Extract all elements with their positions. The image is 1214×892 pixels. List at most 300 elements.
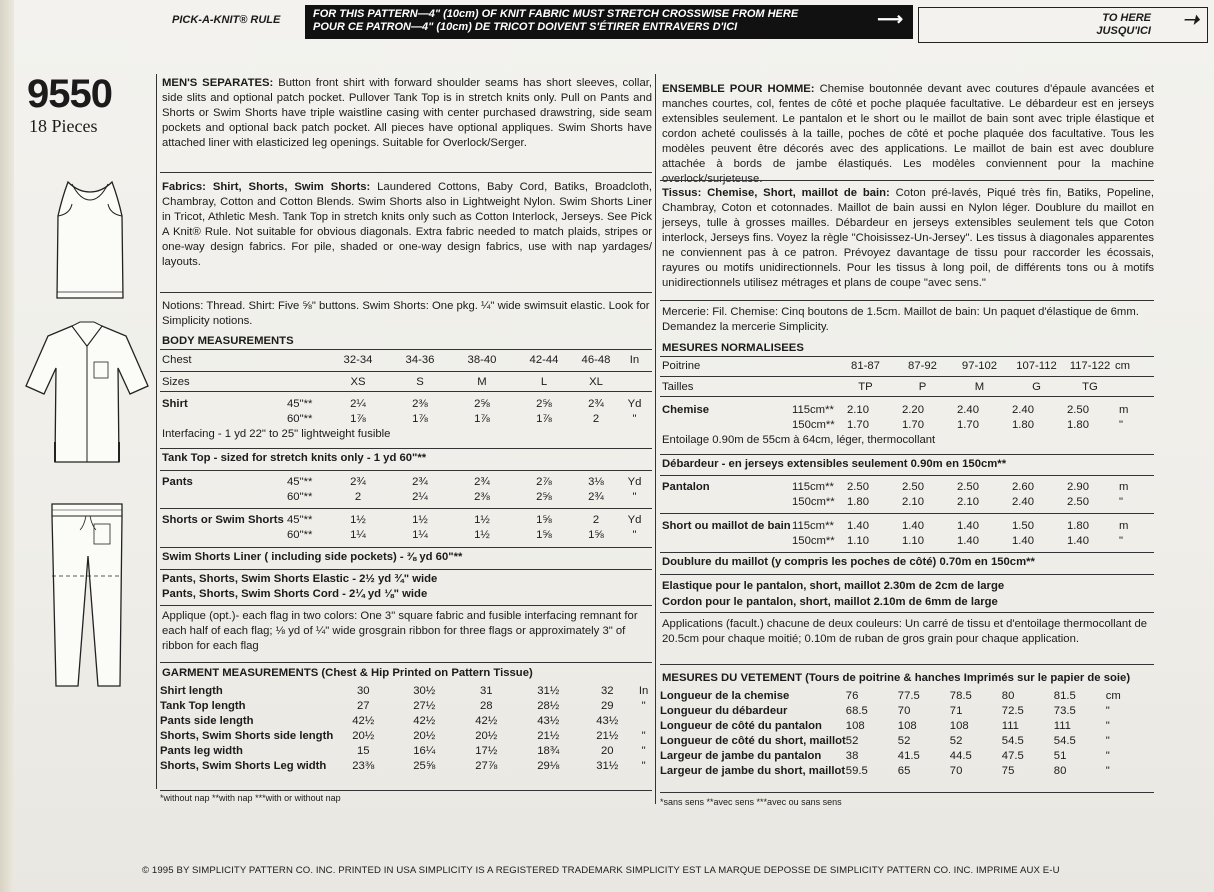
cell: " xyxy=(641,699,646,712)
cell: 76 xyxy=(845,689,859,702)
table-row xyxy=(160,743,652,758)
intro-title: ENSEMBLE POUR HOMME: xyxy=(662,83,815,95)
cell: 2¼ xyxy=(412,490,428,503)
cell: 2.50 xyxy=(1067,403,1089,416)
cell: 30½ xyxy=(413,684,436,697)
cell: 52 xyxy=(897,734,911,747)
cell: 32-34 xyxy=(343,353,373,366)
table-row xyxy=(662,402,1154,417)
cell: 52 xyxy=(949,734,963,747)
divider xyxy=(660,180,1154,181)
left-rule xyxy=(156,74,157,789)
english-pants-yardage xyxy=(162,474,652,504)
cell: 2¼ xyxy=(350,397,366,410)
cell: 1.40 xyxy=(902,519,924,532)
table-row xyxy=(160,683,652,698)
cell: 3⅛ xyxy=(588,475,604,488)
cell: 30 xyxy=(356,684,370,697)
body-measurements-title: BODY MEASUREMENTS xyxy=(162,335,294,347)
chest-label: Poitrine xyxy=(662,359,701,372)
measurement-label: Shirt length xyxy=(160,684,223,697)
cell: 111 xyxy=(1001,719,1019,732)
width: 150cm** xyxy=(792,495,835,508)
cell: 75 xyxy=(1001,764,1015,777)
cell: 31 xyxy=(479,684,493,697)
divider xyxy=(660,454,1154,455)
cell: 2.40 xyxy=(1012,403,1034,416)
banner-french: POUR CE PATRON—4" (10cm) DE TRICOT DOIVENT S'ÉTIRER ENTRAVERS D'ICI xyxy=(313,21,738,33)
cell: " xyxy=(632,490,637,503)
cell: " xyxy=(641,759,646,772)
cell: 2.50 xyxy=(847,480,869,493)
measurement-label: Shorts, Swim Shorts side length xyxy=(160,729,334,742)
cell: 28½ xyxy=(537,699,560,712)
cell: 17½ xyxy=(475,744,498,757)
measurement-label: Longueur de côté du pantalon xyxy=(660,719,822,732)
table-row xyxy=(160,758,652,773)
copyright-footer: © 1995 BY SIMPLICITY PATTERN CO. INC. PRINTED IN USA SIMPLICITY IS A REGISTERED TRADEMARK SIMPLICITY EST LA MARQUE DEPOSSE DE SIMPLICITY PATTERN CO. INC. IMPRIME AUX E-U xyxy=(142,865,1060,876)
cell: 27⅞ xyxy=(475,759,498,772)
cell: 27½ xyxy=(413,699,436,712)
cell: " xyxy=(641,744,646,757)
cell: 68.5 xyxy=(845,704,868,717)
cord-line: Cordon pour le pantalon, short, maillot 2.10m de 6mm de large xyxy=(662,596,998,608)
divider xyxy=(660,513,1154,514)
cell: 2.40 xyxy=(957,403,979,416)
cell: 2 xyxy=(592,412,600,425)
divider xyxy=(660,792,1154,793)
cell: G xyxy=(1032,380,1041,393)
cell: 87-92 xyxy=(908,359,937,372)
cell: 2.90 xyxy=(1067,480,1089,493)
intro-title: MEN'S SEPARATES: xyxy=(162,77,274,89)
cell: 1½ xyxy=(350,513,366,526)
tank-top-sketch xyxy=(50,178,130,302)
interfacing-line: Entoilage 0.90m de 55cm à 64cm, léger, thermocollant xyxy=(662,433,936,446)
cell: 20 xyxy=(600,744,614,757)
cell: 43½ xyxy=(596,714,619,727)
table-row xyxy=(160,713,652,728)
shirt-label: Chemise xyxy=(662,403,710,416)
cell: 18¾ xyxy=(537,744,560,757)
cell: 29 xyxy=(600,699,614,712)
cell: " xyxy=(641,729,646,742)
intro-text: Chemise boutonnée devant avec coutures d'épaule avancées et manches courtes, col, fentes de côté et poche plaquée facultative. Le débardeur est en jerseys extensibles seulement. Le pantalon et le short ou le maillot de bain sont avec triple élastique et cordon acheté coulissés à la taille, poches de côté et poche plaquée dos facultative. Tous les modèles peuvent être décorés avec des applications. Le maillot de bain est avec doublure attachée à bords de jambe élastiqués. Les modèles conviennent pour la machine overlock/surjeteuse. xyxy=(662,83,1154,185)
cell: 2⅝ xyxy=(536,490,552,503)
cell: XS xyxy=(350,375,366,388)
fabrics-text: Laundered Cottons, Baby Cord, Batiks, Broadcloth, Chambray, Cotton and Cotton Blends. Swim Shorts also in Lightweight Nylon. Swim Shorts Liner in Tricot, Athletic Mesh. Tank Top in stretch knits only such as Cotton Interlock, Jerseys. See Pick A Knit® Rule. Not suitable for obvious diagonals. Extra fabric needed to match plaids, stripes or one-way design fabrics. For pile, shaded or one-way design fabrics, use with nap yardages/ layouts. xyxy=(162,181,652,268)
cell: 1⅞ xyxy=(350,412,366,425)
divider xyxy=(160,292,652,293)
cell: 70 xyxy=(897,704,911,717)
width: 150cm** xyxy=(792,418,835,431)
pants-sketch xyxy=(46,496,128,691)
cell: 43½ xyxy=(537,714,560,727)
sizes-label: Tailles xyxy=(662,380,694,393)
tank-line: Tank Top - sized for stretch knits only - 1 yd 60"** xyxy=(162,452,427,464)
cell: 1.70 xyxy=(957,418,979,431)
piece-count: 18 Pieces xyxy=(29,116,98,136)
cell: 54.5 xyxy=(1053,734,1076,747)
table-row xyxy=(162,352,652,367)
cell: 15 xyxy=(356,744,370,757)
cell: 2¾ xyxy=(412,475,428,488)
cell: 21½ xyxy=(596,729,619,742)
table-row xyxy=(160,728,652,743)
table-row xyxy=(662,518,1154,533)
table-row xyxy=(660,703,1154,718)
cell: 1.40 xyxy=(847,519,869,532)
cell: 23⅜ xyxy=(352,759,375,772)
to-here-box xyxy=(918,7,1208,43)
divider xyxy=(160,605,652,606)
cell: 80 xyxy=(1053,764,1067,777)
garment-title: GARMENT MEASUREMENTS (Chest & Hip Printed on Pattern Tissue) xyxy=(162,667,533,679)
table-row xyxy=(662,379,1154,394)
cell: 42½ xyxy=(352,714,375,727)
cord-line: Pants, Shorts, Swim Shorts Cord - 2¼ yd ⅛" wide xyxy=(162,588,428,600)
measurement-label: Pants leg width xyxy=(160,744,243,757)
sizes-label: Sizes xyxy=(162,375,190,388)
table-row xyxy=(662,494,1154,509)
table-row xyxy=(160,698,652,713)
table-row xyxy=(162,426,652,441)
cell: 2.20 xyxy=(902,403,924,416)
cell: 42-44 xyxy=(529,353,559,366)
divider xyxy=(660,396,1154,397)
cell: 1.40 xyxy=(957,519,979,532)
to-here-french: JUSQU'ICI xyxy=(1096,25,1151,37)
cell: Yd xyxy=(627,475,642,488)
measurement-label: Longueur de côté du short, maillot xyxy=(660,734,846,747)
measurement-label: Largeur de jambe du pantalon xyxy=(660,749,822,762)
cell: " xyxy=(1105,719,1110,732)
cell: 1¼ xyxy=(412,528,428,541)
table-row xyxy=(162,489,652,504)
arrow-right-icon: ➝ xyxy=(1182,9,1199,31)
cell: S xyxy=(416,375,424,388)
measurement-label: Pants side length xyxy=(160,714,254,727)
width: 60"** xyxy=(287,490,313,503)
french-footnote: *sans sens **avec sens ***avec ou sans sens xyxy=(660,797,842,807)
table-row xyxy=(660,718,1154,733)
divider xyxy=(160,349,652,350)
table-row xyxy=(662,358,1154,373)
cell: 2⅝ xyxy=(536,397,552,410)
banner-english: FOR THIS PATTERN—4" (10cm) OF KNIT FABRIC MUST STRETCH CROSSWISE FROM HERE xyxy=(313,8,799,20)
cell: 1.10 xyxy=(902,534,924,547)
french-pants-yardage xyxy=(662,479,1154,509)
cell: 1.80 xyxy=(1067,418,1089,431)
cell: " xyxy=(632,528,637,541)
cell: 2 xyxy=(592,513,600,526)
cell: 2.50 xyxy=(902,480,924,493)
cell: 81.5 xyxy=(1053,689,1076,702)
cell: 1⅝ xyxy=(588,528,604,541)
cell xyxy=(635,713,652,728)
cell: 54.5 xyxy=(1001,734,1024,747)
table-row xyxy=(162,512,652,527)
applique-text: Applique (opt.)- each flag in two colors: One 3" square fabric and fusible interfacing remnant for each half of each flag; ⅛ yd of ¼" wide grosgrain ribbon for three flags or approximately 3" of ribbon for each flag xyxy=(162,610,638,652)
divider xyxy=(660,552,1154,553)
divider xyxy=(160,569,652,570)
applique-text: Applications (facult.) chacune de deux couleurs: Un carré de tissu et d'entoilage thermocollant de 20.5cm pour chaque moitié; 0.10m de ruban de gros grain pour chaque application. xyxy=(662,618,1148,645)
french-sizes-table xyxy=(662,358,1154,373)
cell: 2.50 xyxy=(957,480,979,493)
shirt-sketch xyxy=(22,318,150,468)
french-shorts-yardage xyxy=(662,518,1154,548)
cell: " xyxy=(1105,749,1110,762)
cell: 1.40 xyxy=(1067,534,1089,547)
cell: 52 xyxy=(845,734,859,747)
cell: 31½ xyxy=(596,759,619,772)
cell: 1½ xyxy=(474,528,490,541)
cell: m xyxy=(1119,403,1129,416)
divider xyxy=(660,376,1154,377)
cell: 2.10 xyxy=(957,495,979,508)
french-garment-table xyxy=(660,688,1154,778)
cell: 72.5 xyxy=(1001,704,1024,717)
cell: P xyxy=(918,380,927,393)
english-fabrics xyxy=(162,180,652,270)
cell: 78.5 xyxy=(949,689,972,702)
french-sizes-row xyxy=(662,379,1154,394)
cell: 2¾ xyxy=(350,475,366,488)
shorts-label: Shorts or Swim Shorts xyxy=(162,513,284,526)
divider xyxy=(160,371,652,372)
cell: 1.10 xyxy=(847,534,869,547)
cell: 1.40 xyxy=(1012,534,1034,547)
table-row xyxy=(660,748,1154,763)
liner-line: Doublure du maillot (y compris les poches de côté) 0.70m en 150cm** xyxy=(662,556,1035,568)
divider xyxy=(160,448,652,449)
french-notions: Mercerie: Fil. Chemise: Cinq boutons de 1.5cm. Maillot de bain: Un paquet d'élastique de 6mm. Demandez la mercerie Simplicity. xyxy=(662,306,1139,333)
table-row xyxy=(162,527,652,542)
table-row xyxy=(162,474,652,489)
pattern-number: 9550 xyxy=(27,72,112,116)
cell: 1⅝ xyxy=(536,528,552,541)
table-row xyxy=(662,432,1154,447)
liner-line: Swim Shorts Liner ( including side pockets) - ⅜ yd 60"** xyxy=(162,551,463,563)
cell: " xyxy=(1105,764,1110,777)
pants-label: Pants xyxy=(162,475,193,488)
width: 60"** xyxy=(287,528,313,541)
width: 115cm** xyxy=(792,480,834,493)
cell: 44.5 xyxy=(949,749,972,762)
cell: Yd xyxy=(627,397,642,410)
cell: 2⅜ xyxy=(412,397,428,410)
cell: M xyxy=(974,380,985,393)
cell: 1.80 xyxy=(1012,418,1034,431)
french-shirt-yardage xyxy=(662,402,1154,447)
english-sizes-row xyxy=(162,374,652,389)
tank-line: Débardeur - en jerseys extensibles seulement 0.90m en 150cm** xyxy=(662,458,1007,470)
divider xyxy=(160,508,652,509)
cell: 31½ xyxy=(537,684,560,697)
english-footnote: *without nap **with nap ***with or without nap xyxy=(160,793,341,803)
cell: 32 xyxy=(600,684,614,697)
cell: 2¾ xyxy=(588,397,604,410)
cell: 16¼ xyxy=(413,744,436,757)
cell: 1.70 xyxy=(902,418,924,431)
table-row xyxy=(662,479,1154,494)
shorts-label: Short ou maillot de bain xyxy=(662,519,791,532)
divider xyxy=(160,172,652,173)
cell: 65 xyxy=(897,764,911,777)
pick-a-knit-label: PICK-A-KNIT® RULE xyxy=(172,14,281,26)
english-shorts-yardage xyxy=(162,512,652,542)
cell: 1½ xyxy=(412,513,428,526)
width: 115cm** xyxy=(792,519,834,532)
cell: 1⅝ xyxy=(536,513,552,526)
divider xyxy=(660,475,1154,476)
cell: 1.40 xyxy=(957,534,979,547)
cell: 1½ xyxy=(474,513,490,526)
cell: 2¾ xyxy=(474,475,490,488)
cell: 2.10 xyxy=(902,495,924,508)
cell: TP xyxy=(858,380,873,393)
table-row xyxy=(662,533,1154,548)
cell: 21½ xyxy=(537,729,560,742)
table-row xyxy=(662,417,1154,432)
divider xyxy=(660,574,1154,575)
measurement-label: Longueur de la chemise xyxy=(660,689,790,702)
cell: 2¾ xyxy=(588,490,604,503)
cell: 117-122 xyxy=(1069,359,1111,372)
cell: 38-40 xyxy=(467,353,497,366)
shirt-label: Shirt xyxy=(162,397,188,410)
divider xyxy=(660,300,1154,301)
cell: 59.5 xyxy=(845,764,868,777)
cell: 1.80 xyxy=(847,495,869,508)
intro-text: Button front shirt with forward shoulder seams has short sleeves, collar, side slits and optional patch pocket. Pullover Tank Top is in stretch knits only. Pull on Pants and Shorts or Swim Shorts have triple waistline casing with center purchased drawstring, side seam pockets and optional back patch pocket. All pieces have optional appliques. Swim Shorts have attached liner with elasticized leg openings. Suitable for Overlock/Serger. xyxy=(162,77,653,149)
fabrics-text: Coton pré-lavés, Piqué très fin, Batiks, Popeline, Chambray, Coton et cotonnades. Maillot de bain aussi en Nylon léger. Doublure du maillot en jerseys, tulle à grosses mailles. Débardeur en jerseys extensibles seulement tels que Coton interlock, Jerseys fins. Voyez la règle "Choisissez-Un-Jersey". Les tissus à diagonales apparentes ne conviennent pas à ce patron. Prévoyez davantage de tissu pour raccorder les écossais, rayures ou motifs unidirectionnels. Pour les tissus à long poil, de différents tons ou à motifs unidirectionnels utilisez métrages et plans de coupe "avec sens." xyxy=(662,187,1154,289)
french-intro xyxy=(662,82,1154,187)
width: 45"** xyxy=(287,475,313,488)
cell: 71 xyxy=(949,704,963,717)
paper-edge xyxy=(0,0,14,892)
divider xyxy=(160,547,652,548)
cell: " xyxy=(1105,704,1110,717)
width: 115cm** xyxy=(792,403,834,416)
english-garment-table xyxy=(160,683,652,773)
divider xyxy=(160,470,652,471)
table-row xyxy=(162,396,652,411)
cell: 1.70 xyxy=(847,418,869,431)
cell: 97-102 xyxy=(961,359,998,372)
cell: TG xyxy=(1082,380,1098,393)
cell: 111 xyxy=(1053,719,1071,732)
cell: cm xyxy=(1115,359,1131,372)
cell: 107-112 xyxy=(1016,359,1057,372)
cell: m xyxy=(1119,519,1129,532)
to-here-english: TO HERE xyxy=(1102,12,1151,24)
cell: 41.5 xyxy=(897,749,920,762)
cell: " xyxy=(1119,534,1124,547)
cell: " xyxy=(1119,418,1124,431)
arrow-right-icon: ⟶ xyxy=(877,9,903,29)
width: 60"** xyxy=(287,412,313,425)
width: 150cm** xyxy=(792,534,835,547)
divider xyxy=(160,790,652,791)
cell: 42½ xyxy=(413,714,436,727)
english-notions: Notions: Thread. Shirt: Five ⅝" buttons. Swim Shorts: One pkg. ¼" wide swimsuit elastic. Look for Simplicity notions. xyxy=(162,300,650,327)
cell: 25⅝ xyxy=(413,759,436,772)
table-row xyxy=(162,411,652,426)
english-intro xyxy=(162,76,652,151)
garment-title: MESURES DU VETEMENT (Tours de poitrine & hanches Imprimés sur le papier de soie) xyxy=(662,672,1131,684)
cell: In xyxy=(638,684,649,697)
cell: 1.80 xyxy=(1067,519,1089,532)
cell: 38 xyxy=(845,749,859,762)
chest-label: Chest xyxy=(162,353,192,366)
elastic-line: Pants, Shorts, Swim Shorts Elastic - 2½ yd ¾" wide xyxy=(162,573,438,585)
width: 45"** xyxy=(287,397,313,410)
cell: 81-87 xyxy=(851,359,880,372)
interfacing-line: Interfacing - 1 yd 22" to 25" lightweight fusible xyxy=(162,427,391,440)
cell: M xyxy=(477,375,487,388)
cell: 73.5 xyxy=(1053,704,1076,717)
center-rule xyxy=(655,74,656,804)
cell: 2.60 xyxy=(1012,480,1034,493)
cell: " xyxy=(1105,734,1110,747)
divider xyxy=(160,662,652,663)
cell: 2 xyxy=(354,490,362,503)
cell: 108 xyxy=(897,719,917,732)
cell: 20½ xyxy=(352,729,375,742)
cell: 1⅞ xyxy=(536,412,552,425)
cell: 108 xyxy=(949,719,969,732)
cell: 108 xyxy=(845,719,865,732)
cell: 42½ xyxy=(475,714,498,727)
measurement-label: Largeur de jambe du short, maillot xyxy=(660,764,846,777)
divider xyxy=(160,391,652,392)
divider xyxy=(660,664,1154,665)
measurement-label: Shorts, Swim Shorts Leg width xyxy=(160,759,327,772)
cell: L xyxy=(540,375,548,388)
cell: 1⅞ xyxy=(474,412,490,425)
cell: m xyxy=(1119,480,1129,493)
measurement-label: Tank Top length xyxy=(160,699,246,712)
cell: 1¼ xyxy=(350,528,366,541)
cell: 27 xyxy=(356,699,370,712)
cell: 34-36 xyxy=(405,353,435,366)
pants-label: Pantalon xyxy=(662,480,710,493)
fabrics-title: Tissus: Chemise, Short, maillot de bain: xyxy=(662,187,890,199)
english-sizes-table xyxy=(162,352,652,367)
cell: 20½ xyxy=(413,729,436,742)
cell: 70 xyxy=(949,764,963,777)
cell: 46-48 xyxy=(581,353,611,366)
divider xyxy=(660,356,1154,357)
cell: 2.10 xyxy=(847,403,869,416)
english-shirt-yardage xyxy=(162,396,652,441)
cell: 29⅛ xyxy=(537,759,560,772)
cell: In xyxy=(629,353,640,366)
cell: 51 xyxy=(1053,749,1067,762)
cell: Yd xyxy=(627,513,642,526)
table-row xyxy=(660,733,1154,748)
elastic-line: Elastique pour le pantalon, short, maillot 2.30m de 2cm de large xyxy=(662,580,1005,592)
cell: 2⅞ xyxy=(536,475,552,488)
width: 45"** xyxy=(287,513,313,526)
cell: 2.40 xyxy=(1012,495,1034,508)
cell: 1⅞ xyxy=(412,412,428,425)
table-row xyxy=(162,374,652,389)
cell: " xyxy=(632,412,637,425)
cell: 47.5 xyxy=(1001,749,1024,762)
divider xyxy=(660,612,1154,613)
